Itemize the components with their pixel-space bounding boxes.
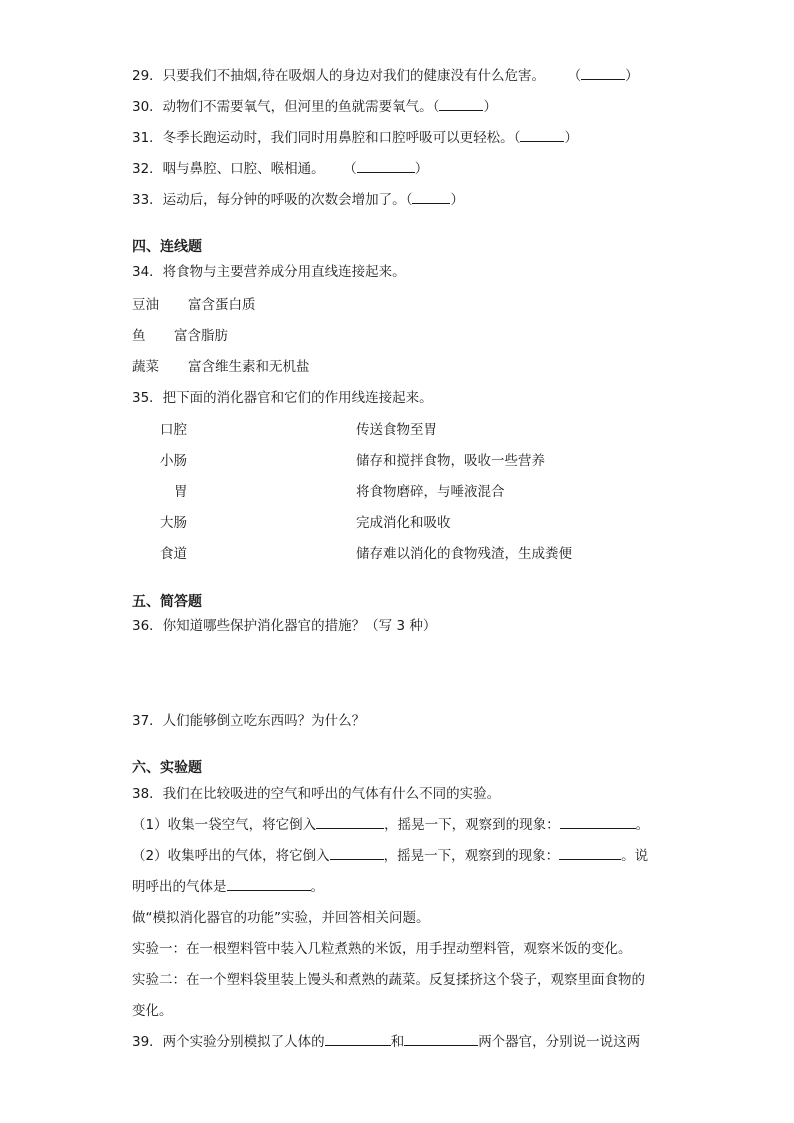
organ-item: 小肠	[160, 453, 187, 469]
answer-blank[interactable]	[325, 1033, 391, 1046]
paren-open: （	[343, 161, 357, 177]
nutrient-item: 富含蛋白质	[188, 297, 256, 313]
food-item: 豆油	[132, 297, 159, 313]
experiment-one: 实验一：在一根塑料管中装入几粒煮熟的米饭，用手捏动塑料管，观察米饭的变化。	[132, 941, 632, 957]
section-heading-matching: 四、连线题	[132, 239, 202, 255]
organ-item: 大肠	[160, 515, 187, 531]
part-text: 。	[635, 817, 650, 833]
food-item: 鱼	[132, 328, 146, 344]
paren-open: （	[432, 99, 440, 115]
part-text: ，摇晃一下，观察到的现象：	[384, 817, 560, 833]
question-30	[132, 98, 497, 116]
part-text: 明呼出的气体是	[132, 879, 227, 895]
question-38-part-2-cont	[132, 878, 324, 896]
experiment-intro: 做“模拟消化器官的功能”实验，并回答相关问题。	[132, 910, 430, 926]
answer-blank[interactable]	[559, 847, 621, 860]
answer-blank[interactable]	[227, 878, 311, 891]
paren-close: ）	[564, 130, 578, 146]
paren-close: ）	[625, 68, 639, 84]
paren-close: ）	[414, 161, 429, 177]
answer-blank[interactable]	[316, 816, 384, 829]
question-38-part-2	[132, 847, 648, 865]
part-text: 。说	[621, 848, 649, 864]
nutrient-item: 富含脂肪	[174, 328, 228, 344]
question-36: 36．你知道哪些保护消化器官的措施？（写 3 种）	[132, 618, 437, 634]
question-text: 31．冬季长跑运动时，我们同时用鼻腔和口腔呼吸可以更轻松。	[132, 130, 514, 146]
question-31	[132, 129, 578, 147]
question-33	[132, 191, 464, 209]
section-heading-experiment: 六、实验题	[132, 760, 202, 776]
question-37: 37．人们能够倒立吃东西吗？为什么？	[132, 713, 366, 729]
answer-blank[interactable]	[520, 129, 564, 142]
organ-item: 口腔	[160, 422, 187, 438]
question-text: 39．两个实验分别模拟了人体的	[132, 1034, 325, 1050]
answer-blank[interactable]	[560, 816, 636, 829]
paren-open: （	[567, 68, 582, 84]
answer-blank[interactable]	[330, 847, 384, 860]
function-item: 将食物磨碎，与唾液混合	[356, 484, 505, 500]
question-34: 34．将食物与主要营养成分用直线连接起来。	[132, 264, 406, 280]
organ-item: 胃	[174, 484, 188, 500]
function-item: 传送食物至胃	[356, 422, 437, 438]
organ-item: 食道	[160, 546, 187, 562]
question-text: 32．咽与鼻腔、口腔、喉相通。	[132, 161, 325, 177]
nutrient-item: 富含维生素和无机盐	[188, 359, 310, 375]
question-29	[132, 67, 639, 85]
question-39	[132, 1033, 640, 1051]
paren-open: （	[513, 130, 521, 146]
answer-blank[interactable]	[404, 1033, 478, 1046]
food-item: 蔬菜	[132, 359, 159, 375]
part-text: ，摇晃一下，观察到的现象：	[383, 848, 560, 864]
function-item: 完成消化和吸收	[356, 515, 451, 531]
question-text: 30．动物们不需要氧气，但河里的鱼就需要氧气。	[132, 99, 433, 115]
answer-blank[interactable]	[357, 160, 415, 173]
answer-blank[interactable]	[412, 191, 450, 204]
section-heading-short-answer: 五、简答题	[132, 594, 202, 610]
experiment-two-cont: 变化。	[132, 1003, 173, 1019]
function-item: 储存和搅拌食物，吸收一些营养	[356, 453, 545, 469]
function-item: 储存难以消化的食物残渣，生成粪便	[356, 546, 572, 562]
question-32	[132, 160, 428, 178]
answer-blank[interactable]	[439, 98, 483, 111]
part-text: 。	[310, 879, 324, 895]
question-text: 两个器官，分别说一说这两	[478, 1034, 641, 1050]
experiment-two: 实验二：在一个塑料袋里装上馒头和煮熟的蔬菜。反复揉挤这个袋子，观察里面食物的	[132, 972, 645, 988]
question-text: 33．运动后，每分钟的呼吸的次数会增加了。	[132, 192, 406, 208]
answer-blank[interactable]	[581, 67, 625, 80]
paren-close: ）	[450, 192, 464, 208]
question-35: 35．把下面的消化器官和它们的作用线连接起来。	[132, 390, 433, 406]
paren-open: （	[405, 192, 413, 208]
question-38-part-1	[132, 816, 649, 834]
question-38: 38．我们在比较吸进的空气和呼出的气体有什么不同的实验。	[132, 786, 501, 802]
part-text: （1）收集一袋空气，将它倒入	[132, 817, 317, 833]
part-text: （2）收集呼出的气体，将它倒入	[132, 848, 330, 864]
paren-close: ）	[483, 99, 497, 115]
question-text: 和	[390, 1034, 405, 1050]
question-text: 29．只要我们不抽烟,待在吸烟人的身边对我们的健康没有什么危害。	[132, 68, 545, 84]
